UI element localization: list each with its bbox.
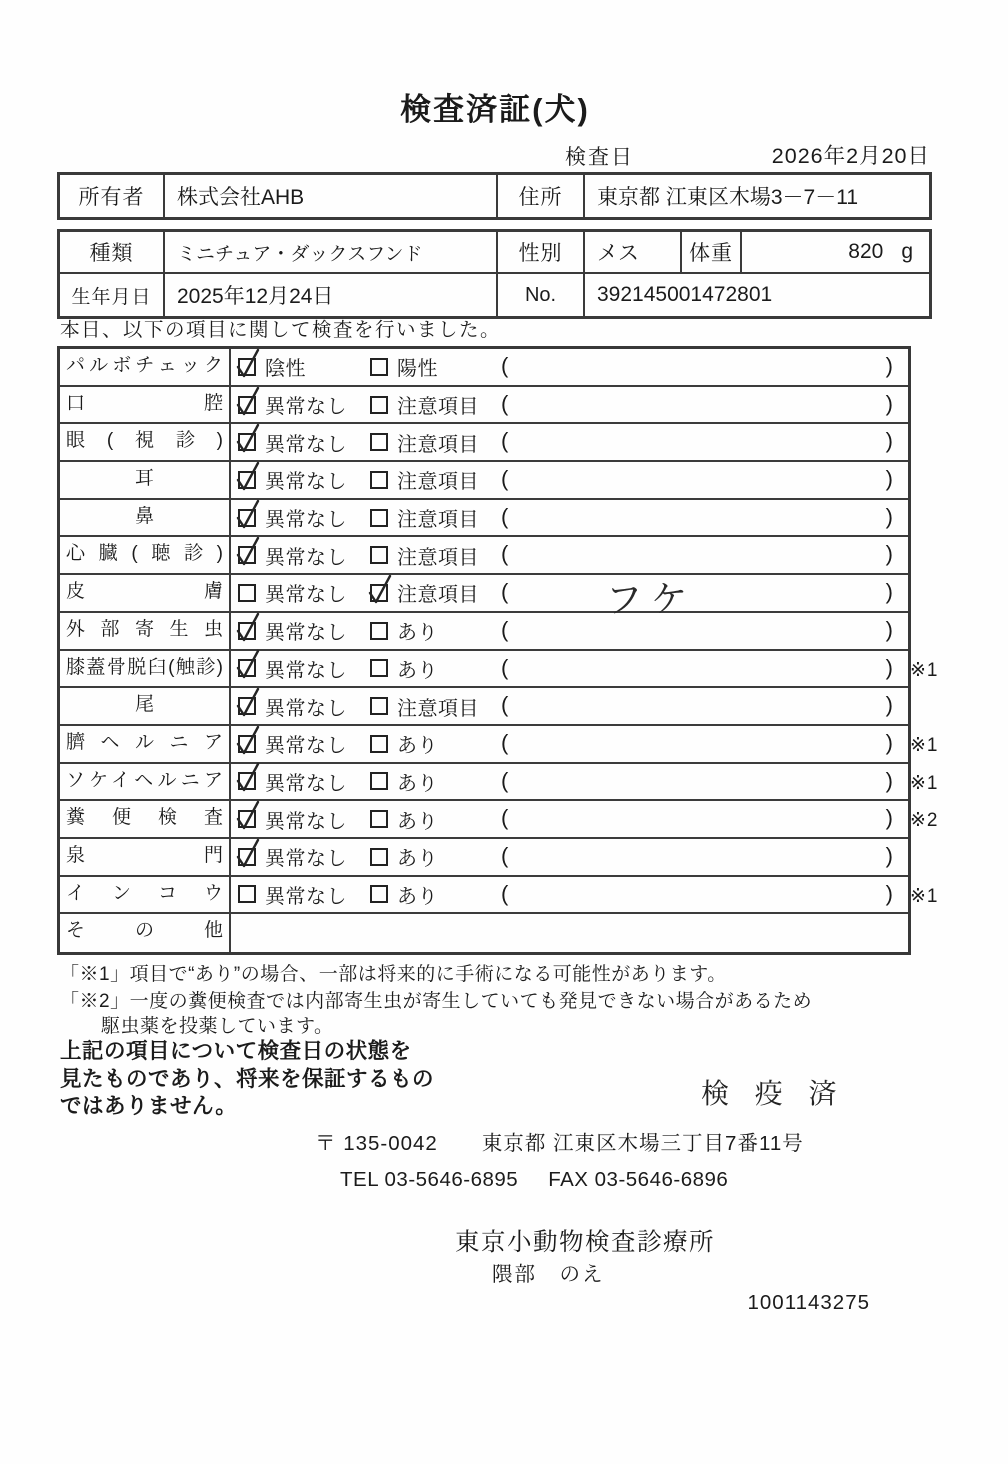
item-label: 口腔 [60, 387, 231, 423]
option2-checkbox[interactable] [370, 358, 388, 376]
paren-open: ( [501, 805, 509, 831]
row-umbilical-hernia [60, 726, 939, 764]
item-result [231, 726, 908, 762]
option1-label: 異常なし [265, 396, 347, 419]
option1-checkbox[interactable] [238, 509, 256, 527]
clinic-tel: TEL 03-5646-6895 [340, 1168, 519, 1191]
paren-open: ( [501, 579, 509, 605]
item-label: 臍ヘルニア [60, 726, 231, 762]
item-result [231, 349, 908, 385]
option2-checkbox[interactable] [370, 433, 388, 451]
item-label: その他 [60, 914, 231, 952]
option1-checkbox[interactable] [238, 622, 256, 640]
owner-address-label: 住所 [498, 175, 585, 217]
option1-label: 異常なし [265, 546, 347, 569]
handwritten-finding: フケ [605, 578, 697, 622]
pet-table [57, 229, 932, 319]
paren-open: ( [501, 466, 509, 492]
item-label: 皮膚 [60, 575, 231, 611]
item-result [231, 801, 908, 837]
paren-close: ) [885, 466, 893, 492]
clinic-postal-code: 〒 135-0042 [315, 1132, 438, 1155]
handwritten-finding [511, 340, 791, 346]
footnote-2-line1: 「※2」一度の糞便検査では内部寄生虫が寄生していても発見できない場合があるため [60, 991, 813, 1012]
option2-label: あり [397, 885, 438, 908]
footnote-ref: ※1 [910, 772, 939, 794]
option1-label: 異常なし [265, 735, 347, 758]
clinic-address: 東京都 江東区木場三丁目7番11号 [481, 1132, 804, 1155]
option1-checkbox[interactable] [238, 810, 256, 828]
option2-checkbox[interactable] [370, 622, 388, 640]
row-fontanelle [60, 839, 908, 877]
paren-close: ) [885, 842, 893, 868]
item-result [231, 688, 908, 724]
microchip-no-label: No. [498, 274, 585, 316]
option2-label: あり [397, 810, 438, 833]
paren-open: ( [501, 729, 509, 755]
item-result [231, 613, 908, 649]
weight-unit: g [901, 240, 913, 263]
option2-label: 注意項目 [397, 546, 479, 569]
option1-label: 異常なし [265, 848, 347, 871]
option2-label: あり [397, 848, 438, 871]
item-result [231, 839, 908, 875]
sex-value: メス [585, 232, 682, 274]
paren-close: ) [885, 880, 893, 906]
item-label: 耳 [60, 462, 231, 498]
paren-open: ( [501, 616, 509, 642]
option1-label: 異常なし [265, 659, 347, 682]
option2-label: 注意項目 [397, 697, 479, 720]
option1-checkbox[interactable] [238, 584, 256, 602]
row-tail [60, 688, 908, 726]
row-external-parasites [60, 613, 908, 651]
option2-label: 陽性 [397, 358, 438, 381]
paren-open: ( [501, 541, 509, 567]
option1-label: 異常なし [265, 810, 347, 833]
option2-label: あり [397, 772, 438, 795]
item-label: 尾 [60, 688, 231, 724]
footnote-2-line2: 駆虫薬を投薬しています。 [101, 1016, 334, 1037]
option1-label: 異常なし [265, 433, 347, 456]
option1-checkbox[interactable] [238, 396, 256, 414]
footnote-1: 「※1」項目で“あり”の場合、一部は将来的に手術になる可能性があります。 [60, 964, 727, 985]
clinic-name: 東京小動物検査診療所 [455, 1229, 715, 1256]
option1-checkbox[interactable] [238, 772, 256, 790]
item-label: 鼻 [60, 500, 231, 536]
option2-label: 注意項目 [397, 471, 479, 494]
option2-checkbox[interactable] [370, 396, 388, 414]
option1-checkbox[interactable] [238, 697, 256, 715]
option1-checkbox[interactable] [238, 358, 256, 376]
paren-open: ( [501, 503, 509, 529]
item-result [231, 877, 908, 913]
item-result [231, 424, 908, 460]
option2-checkbox[interactable] [370, 697, 388, 715]
item-result [231, 575, 908, 622]
option1-label: 異常なし [265, 772, 347, 795]
option1-checkbox[interactable] [238, 848, 256, 866]
option1-checkbox[interactable] [238, 659, 256, 677]
option2-checkbox[interactable] [370, 659, 388, 677]
option1-label: 陰性 [265, 358, 306, 381]
row-other [60, 914, 908, 952]
paren-open: ( [501, 692, 509, 718]
option1-checkbox[interactable] [238, 885, 256, 903]
row-nose [60, 500, 908, 538]
item-result [231, 914, 908, 952]
item-label: パルボチェック [60, 349, 231, 385]
row-skin [60, 575, 908, 622]
item-result [231, 500, 908, 536]
paren-close: ) [885, 503, 893, 529]
owner-name: 株式会社AHB [165, 175, 498, 217]
footnote-ref: ※1 [910, 659, 939, 681]
paren-open: ( [501, 880, 509, 906]
footnote-ref: ※2 [910, 810, 939, 832]
paren-close: ) [885, 805, 893, 831]
row-patella [60, 651, 939, 689]
intro-text: 本日、以下の項目に関して検査を行いました。 [60, 319, 502, 341]
disclaimer-line1: 上記の項目について検査日の状態を [60, 1039, 412, 1063]
clinic-address-row [315, 1126, 804, 1156]
paren-close: ) [885, 353, 893, 378]
option1-label: 異常なし [265, 509, 347, 532]
species-label: 種類 [60, 232, 165, 274]
option2-checkbox[interactable] [370, 471, 388, 489]
owner-table [57, 172, 932, 220]
clinic-fax: FAX 03-5646-6896 [548, 1168, 729, 1191]
option2-checkbox[interactable] [370, 584, 388, 602]
row-fecal-exam [60, 801, 939, 839]
option2-checkbox[interactable] [370, 885, 388, 903]
option2-label: 注意項目 [397, 584, 479, 607]
item-result [231, 387, 908, 423]
paren-open: ( [501, 767, 509, 793]
disclaimer-line2: 見たものであり、将来を保証するもの [60, 1066, 435, 1091]
row-eyes [60, 424, 908, 462]
weight-label: 体重 [682, 232, 742, 274]
option1-label: 異常なし [265, 471, 347, 494]
option2-checkbox[interactable] [370, 772, 388, 790]
option1-label: 異常なし [265, 622, 347, 645]
option2-checkbox[interactable] [370, 546, 388, 564]
item-label: インコウ [60, 877, 231, 913]
birth-label: 生年月日 [60, 274, 165, 316]
option2-checkbox[interactable] [370, 848, 388, 866]
clinic-phone-row [340, 1168, 728, 1192]
item-label: 眼(視診) [60, 424, 231, 460]
item-label: 泉門 [60, 839, 231, 875]
paren-close: ) [885, 428, 893, 454]
page-title: 検査済証(犬) [400, 92, 590, 127]
option2-checkbox[interactable] [370, 810, 388, 828]
paren-close: ) [885, 654, 893, 680]
option1-label: 異常なし [265, 885, 347, 908]
row-inguinal-hernia [60, 764, 939, 802]
exam-date-label: 検査日 [565, 146, 634, 169]
microchip-no-value: 392145001472801 [597, 283, 773, 306]
veterinarian-name: 隈部 のえ [492, 1263, 605, 1286]
item-result [231, 764, 908, 800]
exam-date-value: 2026年2月20日 [771, 144, 930, 168]
option1-checkbox[interactable] [238, 735, 256, 753]
paren-close: ) [885, 692, 893, 718]
paren-close: ) [885, 767, 893, 793]
paren-close: ) [885, 541, 893, 567]
option1-checkbox[interactable] [238, 471, 256, 489]
option2-label: 注意項目 [397, 396, 479, 419]
paren-open: ( [501, 654, 509, 680]
item-result [231, 537, 908, 573]
option1-label: 異常なし [265, 697, 347, 720]
birth-value: 2025年12月24日 [165, 274, 498, 316]
option2-label: あり [397, 735, 438, 758]
paren-open: ( [501, 353, 509, 378]
item-label: 膝蓋骨脱臼(触診) [60, 651, 231, 687]
option2-checkbox[interactable] [370, 509, 388, 527]
disclaimer-line3: ではありません。 [60, 1094, 238, 1118]
item-result [231, 462, 908, 498]
paren-open: ( [501, 428, 509, 454]
paren-open: ( [501, 842, 509, 868]
item-label: 心臓(聴診) [60, 537, 231, 573]
paren-close: ) [885, 390, 893, 416]
species-value: ミニチュア・ダックスフンド [165, 232, 498, 274]
weight-value: 820 [848, 240, 884, 263]
row-oral-cavity [60, 387, 908, 425]
paren-close: ) [885, 616, 893, 642]
row-inkou [60, 877, 939, 915]
paren-close: ) [885, 729, 893, 755]
item-label: ソケイヘルニア [60, 764, 231, 800]
item-label: 糞便検査 [60, 801, 231, 837]
footnote-ref: ※1 [910, 885, 939, 907]
inspection-table [57, 346, 939, 955]
option2-label: 注意項目 [397, 433, 479, 456]
row-parvo-check [60, 349, 908, 387]
option1-label: 異常なし [265, 584, 347, 607]
item-label: 外部寄生虫 [60, 613, 231, 649]
paren-open: ( [501, 390, 509, 416]
document-serial-number: 1001143275 [747, 1291, 870, 1314]
option2-label: 注意項目 [397, 509, 479, 532]
quarantine-stamp: 検 疫 済 [701, 1078, 846, 1109]
owner-label: 所有者 [60, 175, 165, 217]
option1-checkbox[interactable] [238, 546, 256, 564]
sex-label: 性別 [498, 232, 585, 274]
option2-label: あり [397, 622, 438, 645]
row-ears [60, 462, 908, 500]
footnote-ref: ※1 [910, 734, 939, 756]
paren-close: ) [885, 579, 893, 605]
item-result [231, 651, 908, 687]
owner-address: 東京都 江東区木場3－7－11 [597, 186, 858, 209]
option2-label: あり [397, 659, 438, 682]
weight-cell [742, 232, 929, 274]
option1-checkbox[interactable] [238, 433, 256, 451]
option2-checkbox[interactable] [370, 735, 388, 753]
disclaimer [60, 1038, 434, 1121]
